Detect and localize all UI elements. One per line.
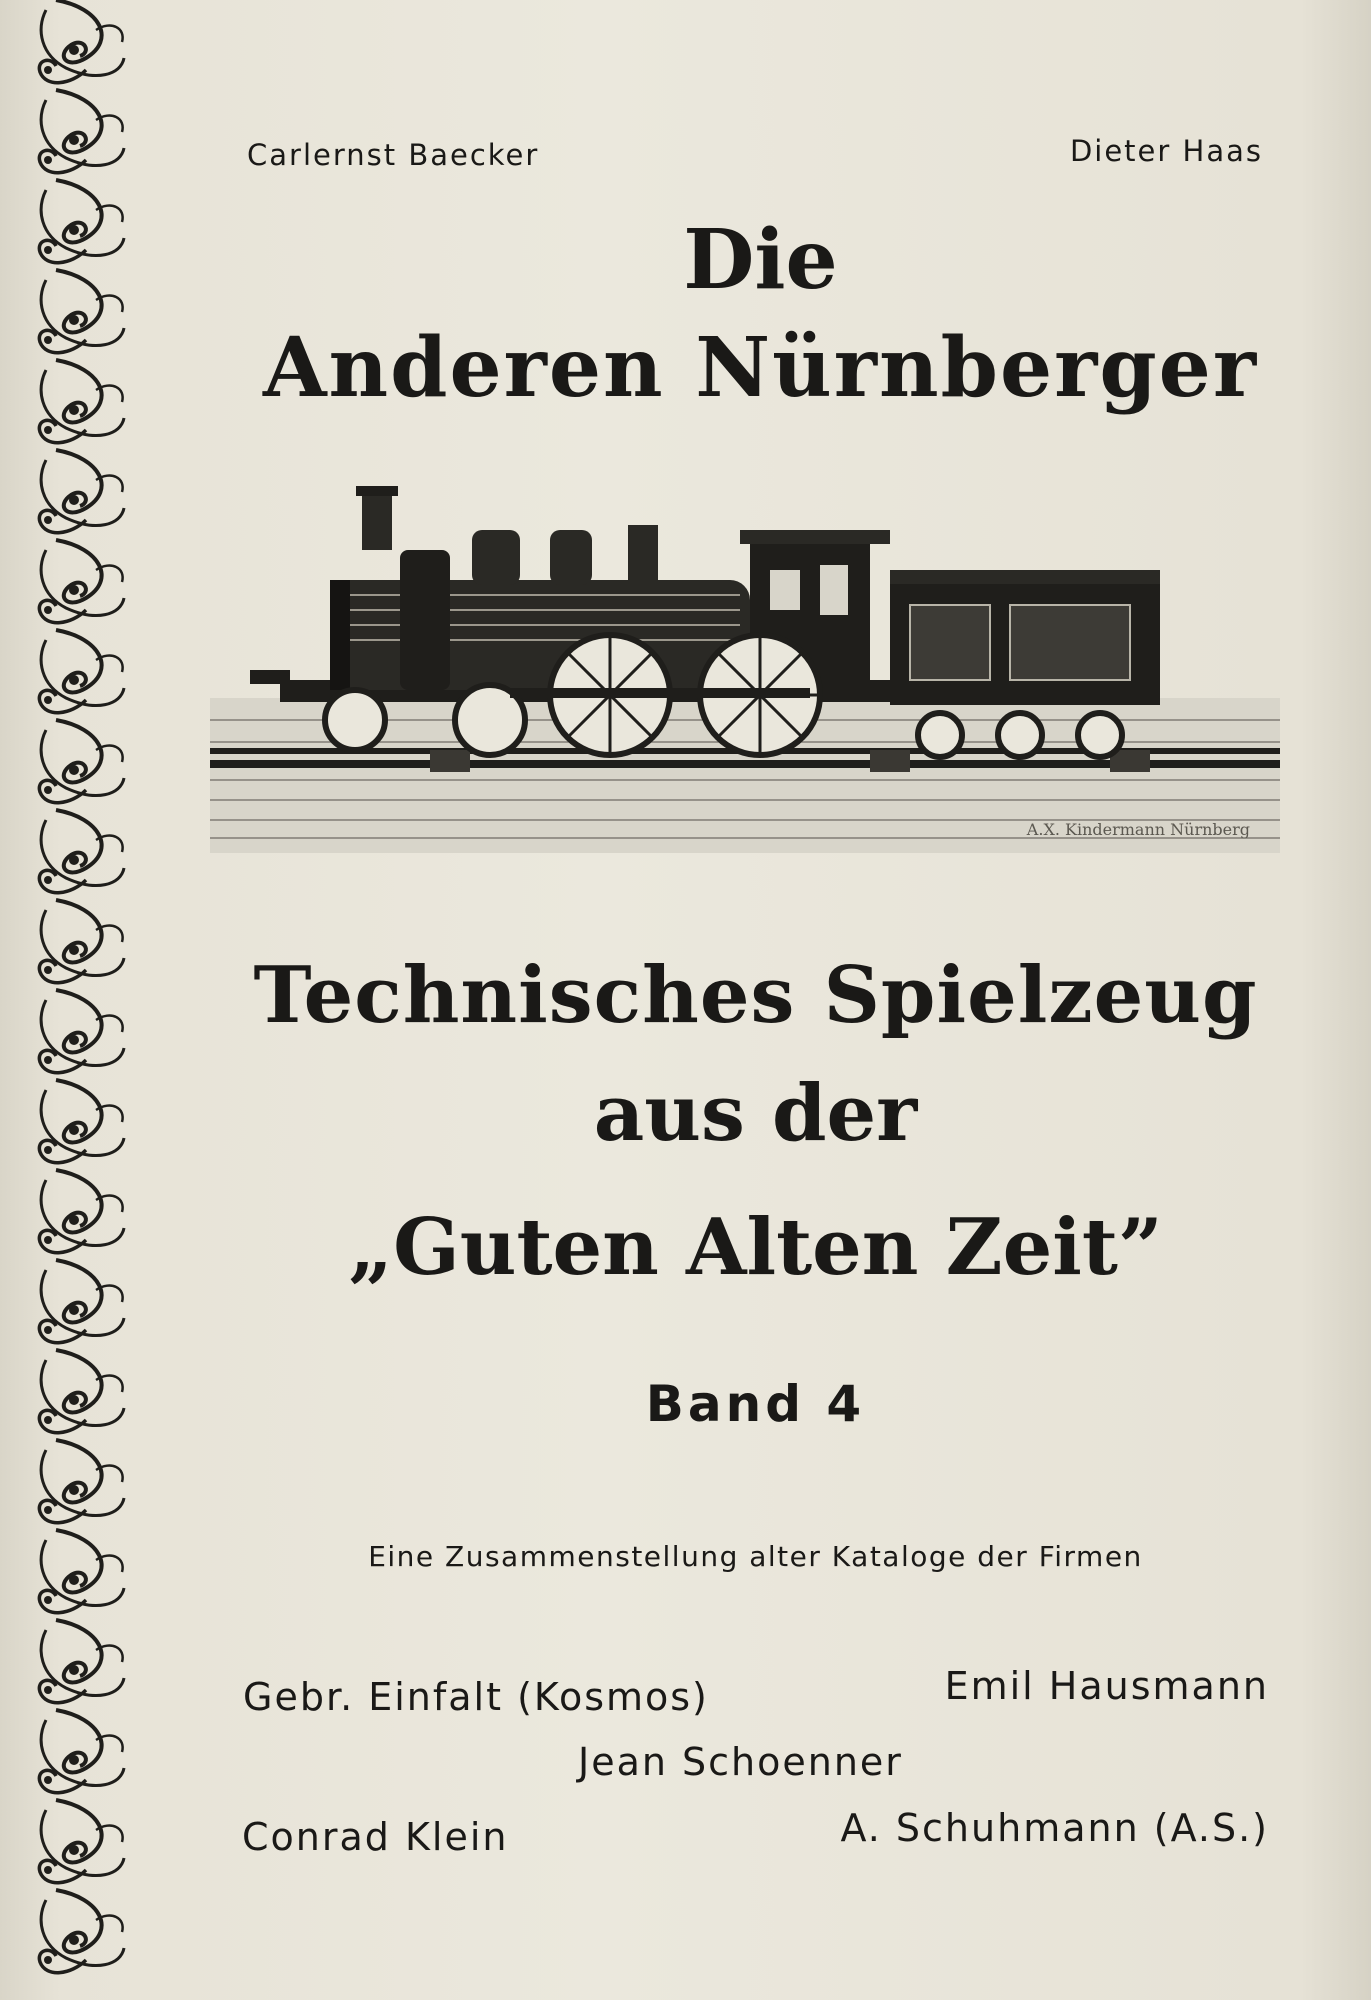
engraving-caption: A.X. Kindermann Nürnberg — [1026, 820, 1250, 839]
steam-locomotive-engraving-icon — [210, 480, 1280, 855]
firm-einfalt: Gebr. Einfalt (Kosmos) — [243, 1675, 709, 1719]
firm-schoenner: Jean Schoenner — [578, 1740, 903, 1784]
title-line-1: Die — [683, 212, 838, 308]
author-right: Dieter Haas — [1069, 134, 1263, 168]
firm-hausmann: Emil Hausmann — [944, 1664, 1269, 1708]
author-left: Carlernst Baecker — [247, 138, 540, 172]
firm-schuhmann: A. Schuhmann (A.S.) — [840, 1806, 1269, 1850]
firm-klein: Conrad Klein — [242, 1815, 509, 1859]
subtitle-line-2: aus der — [593, 1068, 918, 1159]
volume-label: Band 4 — [645, 1375, 866, 1433]
title-line-2: Anderen Nürnberger — [262, 320, 1259, 416]
subtitle-line-3: „Guten Alten Zeit” — [348, 1202, 1163, 1293]
subtitle-line-1: Technisches Spielzeug — [253, 950, 1258, 1041]
intro-text: Eine Zusammenstellung alter Kataloge der Firmen — [368, 1540, 1143, 1573]
ornamental-border-icon — [26, 0, 144, 2000]
